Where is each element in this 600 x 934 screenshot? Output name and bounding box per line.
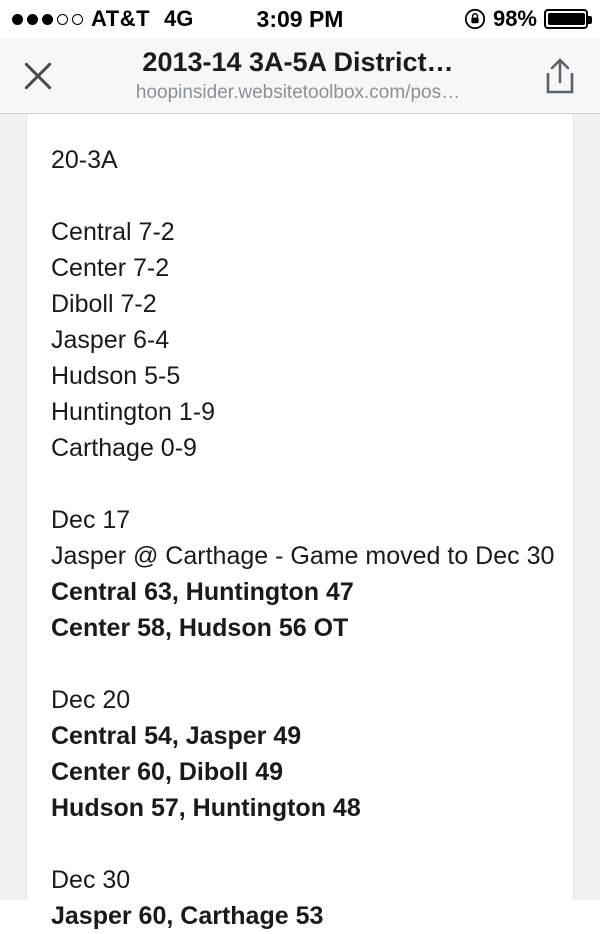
text-line: Center 7-2 [51,254,170,282]
text-line: Huntington 1-9 [51,398,216,426]
text-line: Jasper @ Carthage - Game moved to Dec 30 [51,542,555,570]
browser-nav-bar [0,38,600,114]
game-result-line: Hudson 57, Huntington 48 [51,794,361,822]
battery-fill [548,13,585,25]
battery-percent-label: 98% [492,6,537,31]
text-line: Dec 17 [51,506,131,534]
text-line: Carthage 0-9 [51,434,197,462]
share-icon[interactable] [538,54,582,98]
text-line: Central 7-2 [51,218,175,246]
game-result-line: Central 63, Huntington 47 [51,578,354,606]
text-line: Hudson 5-5 [51,362,181,390]
paragraph-spacer [51,826,549,862]
paragraph-spacer [51,178,549,214]
paragraph-spacer [51,466,549,502]
carrier-label: AT&T [91,6,151,31]
text-line: 20-3A [51,146,118,174]
webview-scroll-area[interactable] [0,114,600,930]
game-result-line: Central 54, Jasper 49 [51,722,302,750]
text-line: Dec 30 [51,866,131,894]
nav-title-block [58,47,538,103]
text-line: Diboll 7-2 [51,290,157,318]
game-result-line: Center 58, Hudson 56 OT [51,614,349,642]
text-line: Dec 20 [51,686,131,714]
network-type-label: 4G [164,6,194,31]
battery-icon [544,9,588,29]
clock-label: 3:09 PM [256,5,344,32]
game-result-line: Center 60, Diboll 49 [51,758,284,786]
page-url[interactable]: hoopinsider.websitetoolbox.com/pos… [135,81,461,103]
paragraph-spacer [51,646,549,682]
close-icon[interactable] [18,56,58,96]
article-body [26,114,574,930]
text-line: Jasper 6-4 [51,326,170,354]
page-title: 2013-14 3A-5A District… [142,47,454,78]
game-result-line: Jasper 60, Carthage 53 [51,902,324,930]
status-bar [0,0,600,38]
